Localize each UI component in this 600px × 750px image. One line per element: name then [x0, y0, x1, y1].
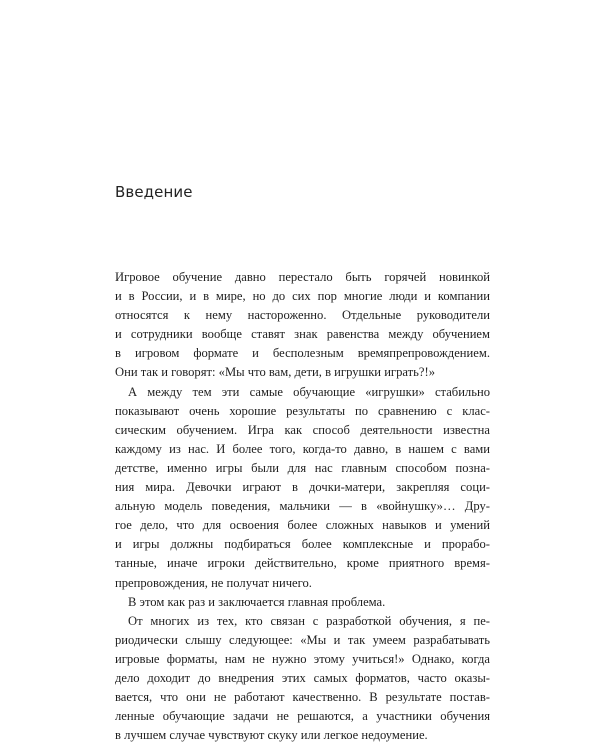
text-line: и игры должны подбираться более комплексные и прорабо- [115, 537, 490, 552]
text-line: препровождения, не получат ничего. [115, 575, 312, 590]
text-line: альную модель поведения, мальчики — в «войнушку»… Дру- [115, 499, 490, 514]
text-line: дело доходит до внедрения этих самых форматов, часто оказы- [115, 670, 490, 685]
text-line: показывают очень хорошие результаты по сравнению с клас- [115, 403, 490, 418]
text-line: А между тем эти самые обучающие «игрушки» стабильно [128, 384, 490, 399]
text-line: гое дело, что для освоения более сложных навыков и умений [115, 518, 490, 533]
chapter-body [115, 268, 490, 745]
text-line: В этом как раз и заключается главная проблема. [128, 594, 386, 609]
paragraph-4 [115, 612, 490, 746]
text-line: игровые форматы, нам не нужно этому учиться!» Однако, когда [115, 651, 490, 666]
text-line: в лучшем случае чувствуют скуку или легкое недоумение. [115, 728, 428, 743]
paragraph-1 [115, 268, 490, 383]
text-line: детстве, именно игры были для нас главным способом позна- [115, 460, 490, 475]
text-line: От многих из тех, кто связан с разработкой обучения, я пе- [128, 613, 490, 628]
text-line: вается, что они не работают качественно. В результате постав- [115, 690, 490, 705]
text-line: сическим обучением. Игра как способ деятельности известна [115, 422, 490, 437]
text-line: ния мира. Девочки играют в дочки-матери, закрепляя соци- [115, 480, 490, 495]
chapter-heading: Введение [115, 183, 193, 201]
text-line: танные, иначе игроки действительно, кроме приятного время- [115, 556, 490, 571]
text-line: и в России, и в мире, но до сих пор многие люди и компании [115, 289, 490, 304]
text-line: ленные обучающие задачи не решаются, а участники обучения [115, 709, 490, 724]
text-line: риодически слышу следующее: «Мы и так умеем разрабатывать [115, 632, 490, 647]
text-line: и сотрудники вообще ставят знак равенства между обучением [115, 327, 490, 342]
text-line: Игровое обучение давно перестало быть горячей новинкой [115, 270, 490, 284]
paragraph-2 [115, 383, 490, 593]
text-line: каждому из нас. И более того, когда-то давно, в нашем с вами [115, 441, 490, 456]
text-line: в игровом формате и бесполезным времяпрепровождением. [115, 346, 490, 361]
text-line: относятся к нему настороженно. Отдельные руководители [115, 308, 490, 323]
paragraph-3 [115, 593, 490, 612]
text-line: Они так и говорят: «Мы что вам, дети, в игрушки играть?!» [115, 365, 435, 380]
